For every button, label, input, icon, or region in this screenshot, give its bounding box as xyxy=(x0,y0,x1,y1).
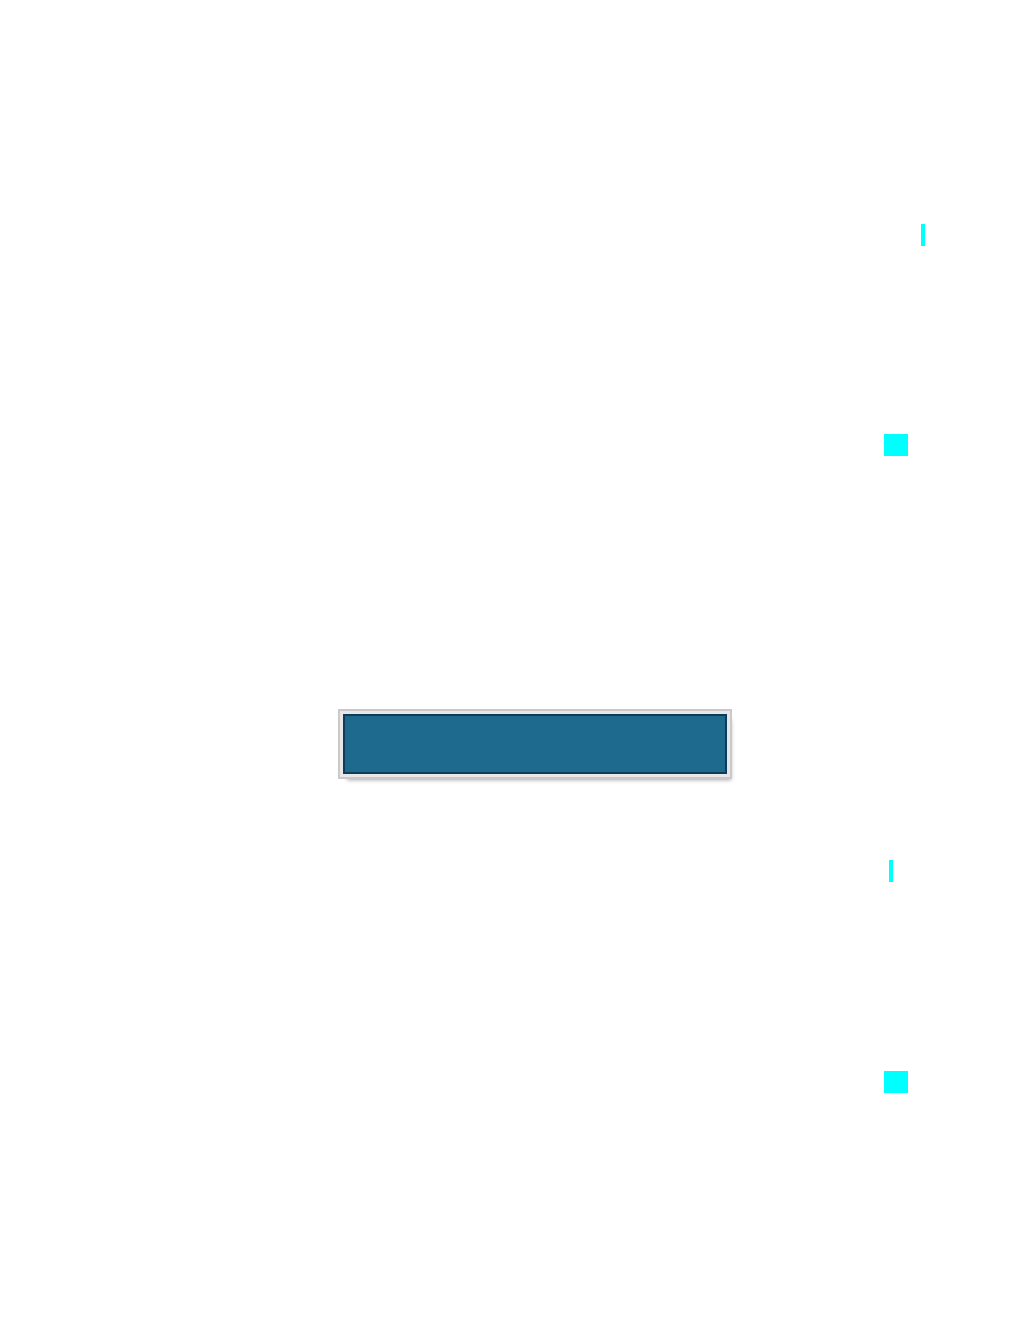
q6-option-2 xyxy=(888,389,908,417)
q2-option-2 xyxy=(904,1110,924,1138)
q6-option-1 xyxy=(888,346,908,374)
q5-option-2 xyxy=(921,221,925,249)
q5-option-2-correct xyxy=(921,224,925,246)
q1-option-1-correct xyxy=(889,860,893,882)
q1-option-1 xyxy=(889,857,893,885)
lesson-title-box xyxy=(343,714,727,774)
q6-option-3 xyxy=(884,431,908,459)
q2-option-3 xyxy=(907,1152,927,1180)
q6-option-3-correct xyxy=(884,434,908,456)
q2-option-1-correct xyxy=(884,1071,908,1093)
q2-option-1 xyxy=(884,1068,908,1096)
